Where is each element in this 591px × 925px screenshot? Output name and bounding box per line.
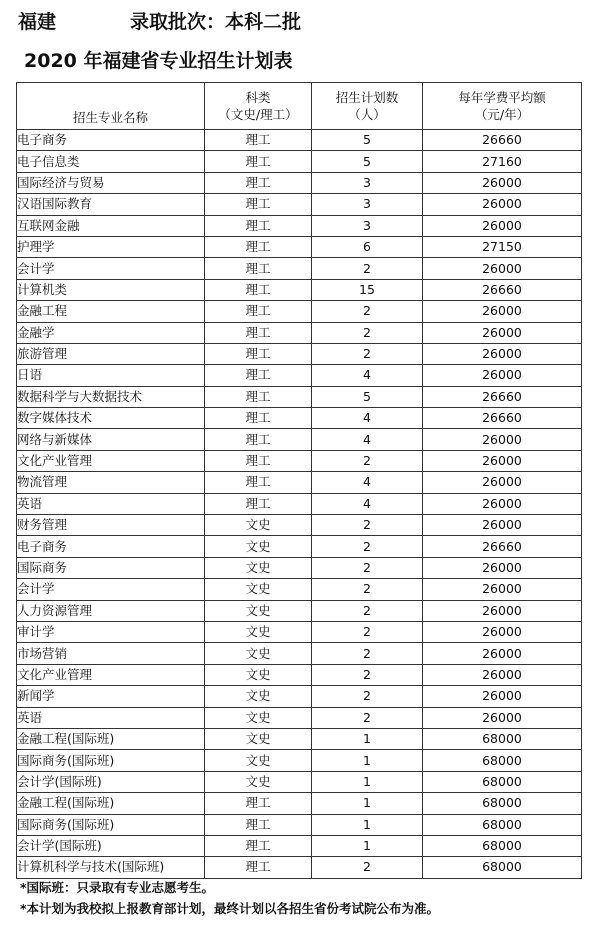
column-header-category-line1: 科类 (245, 90, 271, 105)
plan-count-cell: 1 (312, 835, 423, 856)
major-name-cell: 日语 (17, 365, 205, 386)
tuition-fee-cell: 26000 (423, 557, 582, 578)
tuition-fee-cell: 26660 (423, 279, 582, 300)
category-cell: 文史 (205, 750, 312, 771)
table-row (17, 600, 582, 621)
major-name-cell: 会计学 (17, 579, 205, 600)
major-name-cell: 电子商务 (17, 130, 205, 151)
tuition-fee-cell: 68000 (423, 857, 582, 878)
tuition-fee-cell: 26000 (423, 172, 582, 193)
column-header-count (312, 83, 423, 130)
tuition-fee-cell: 26000 (423, 493, 582, 514)
tuition-fee-cell: 68000 (423, 793, 582, 814)
major-name-cell: 计算机类 (17, 279, 205, 300)
category-cell: 理工 (205, 408, 312, 429)
major-name-cell: 会计学(国际班) (17, 835, 205, 856)
tuition-fee-cell: 26000 (423, 600, 582, 621)
category-cell: 理工 (205, 814, 312, 835)
tuition-fee-cell: 26000 (423, 579, 582, 600)
footnote-international: *国际班：只录取有专业志愿考生。 (20, 880, 215, 895)
category-cell: 文史 (205, 600, 312, 621)
footnote-plan-disclaimer: *本计划为我校拟上报教育部计划，最终计划以各招生省份考试院公布为准。 (20, 901, 440, 916)
tuition-fee-cell: 68000 (423, 814, 582, 835)
major-name-cell: 金融学 (17, 322, 205, 343)
category-cell: 理工 (205, 472, 312, 493)
major-name-cell: 旅游管理 (17, 343, 205, 364)
plan-count-cell: 1 (312, 793, 423, 814)
table-row (17, 386, 582, 407)
major-name-cell: 金融工程(国际班) (17, 793, 205, 814)
plan-count-cell: 2 (312, 686, 423, 707)
tuition-fee-cell: 26000 (423, 450, 582, 471)
major-name-cell: 国际商务 (17, 557, 205, 578)
table-row (17, 322, 582, 343)
tuition-fee-cell: 68000 (423, 750, 582, 771)
major-name-cell: 电子信息类 (17, 151, 205, 172)
province-label: 福建 (18, 11, 57, 33)
tuition-fee-cell: 26000 (423, 643, 582, 664)
category-cell: 文史 (205, 579, 312, 600)
category-cell: 理工 (205, 386, 312, 407)
table-header-row (17, 83, 582, 130)
plan-count-cell: 1 (312, 750, 423, 771)
major-name-cell: 国际商务(国际班) (17, 814, 205, 835)
plan-count-cell: 2 (312, 536, 423, 557)
category-cell: 理工 (205, 450, 312, 471)
plan-count-cell: 2 (312, 643, 423, 664)
plan-count-cell: 2 (312, 579, 423, 600)
tuition-fee-cell: 68000 (423, 771, 582, 792)
tuition-fee-cell: 26000 (423, 707, 582, 728)
major-name-cell: 汉语国际教育 (17, 194, 205, 215)
table-row (17, 172, 582, 193)
table-row (17, 301, 582, 322)
major-name-cell: 英语 (17, 493, 205, 514)
header-line (18, 8, 578, 36)
tuition-fee-cell: 26000 (423, 664, 582, 685)
table-row (17, 750, 582, 771)
tuition-fee-cell: 26000 (423, 194, 582, 215)
major-name-cell: 互联网金融 (17, 215, 205, 236)
tuition-fee-cell: 26660 (423, 386, 582, 407)
tuition-fee-cell: 26000 (423, 343, 582, 364)
plan-count-cell: 5 (312, 151, 423, 172)
plan-count-cell: 2 (312, 515, 423, 536)
category-cell: 理工 (205, 301, 312, 322)
tuition-fee-cell: 26000 (423, 429, 582, 450)
table-row (17, 621, 582, 642)
tuition-fee-cell: 26000 (423, 301, 582, 322)
plan-count-cell: 3 (312, 194, 423, 215)
table-row (17, 771, 582, 792)
plan-count-cell: 1 (312, 771, 423, 792)
table-body (17, 130, 582, 879)
tuition-fee-cell: 26660 (423, 408, 582, 429)
plan-count-cell: 3 (312, 215, 423, 236)
tuition-fee-cell: 26000 (423, 258, 582, 279)
plan-count-cell: 6 (312, 236, 423, 257)
plan-count-cell: 2 (312, 322, 423, 343)
category-cell: 理工 (205, 365, 312, 386)
major-name-cell: 护理学 (17, 236, 205, 257)
batch-label: 录取批次：本科二批 (130, 11, 302, 33)
plan-count-cell: 3 (312, 172, 423, 193)
column-header-fee-line1: 每年学费平均额 (458, 90, 546, 105)
major-name-cell: 英语 (17, 707, 205, 728)
category-cell: 理工 (205, 493, 312, 514)
category-cell: 文史 (205, 643, 312, 664)
table-row (17, 814, 582, 835)
category-cell: 文史 (205, 515, 312, 536)
major-name-cell: 国际商务(国际班) (17, 750, 205, 771)
table-row (17, 857, 582, 878)
category-cell: 理工 (205, 130, 312, 151)
major-name-cell: 财务管理 (17, 515, 205, 536)
tuition-fee-cell: 26000 (423, 621, 582, 642)
category-cell: 理工 (205, 172, 312, 193)
major-name-cell: 数据科学与大数据技术 (17, 386, 205, 407)
tuition-fee-cell: 68000 (423, 835, 582, 856)
table-row (17, 536, 582, 557)
table-row (17, 365, 582, 386)
tuition-fee-cell: 26660 (423, 130, 582, 151)
table-row (17, 429, 582, 450)
plan-count-cell: 4 (312, 472, 423, 493)
tuition-fee-cell: 26000 (423, 472, 582, 493)
category-cell: 理工 (205, 258, 312, 279)
tuition-fee-cell: 26000 (423, 686, 582, 707)
plan-count-cell: 2 (312, 707, 423, 728)
footnotes (20, 877, 439, 919)
major-name-cell: 国际经济与贸易 (17, 172, 205, 193)
category-cell: 理工 (205, 343, 312, 364)
table-row (17, 686, 582, 707)
major-name-cell: 金融工程 (17, 301, 205, 322)
major-name-cell: 金融工程(国际班) (17, 728, 205, 749)
table-row (17, 194, 582, 215)
table-row (17, 643, 582, 664)
major-name-cell: 数字媒体技术 (17, 408, 205, 429)
category-cell: 理工 (205, 835, 312, 856)
major-name-cell: 市场营销 (17, 643, 205, 664)
plan-count-cell: 2 (312, 621, 423, 642)
plan-count-cell: 4 (312, 493, 423, 514)
tuition-fee-cell: 26000 (423, 215, 582, 236)
tuition-fee-cell: 27150 (423, 236, 582, 257)
table-row (17, 493, 582, 514)
plan-count-cell: 2 (312, 301, 423, 322)
column-header-category-line2: （文史/理工） (218, 107, 298, 122)
table-row (17, 707, 582, 728)
tuition-fee-cell: 26000 (423, 322, 582, 343)
table-row (17, 793, 582, 814)
category-cell: 文史 (205, 557, 312, 578)
table-row (17, 579, 582, 600)
category-cell: 理工 (205, 322, 312, 343)
tuition-fee-cell: 26000 (423, 365, 582, 386)
tuition-fee-cell: 26660 (423, 536, 582, 557)
category-cell: 理工 (205, 194, 312, 215)
column-header-category (205, 83, 312, 130)
category-cell: 文史 (205, 621, 312, 642)
major-name-cell: 计算机科学与技术(国际班) (17, 857, 205, 878)
major-name-cell: 审计学 (17, 621, 205, 642)
table-row (17, 258, 582, 279)
table-row (17, 835, 582, 856)
table-row (17, 215, 582, 236)
category-cell: 理工 (205, 793, 312, 814)
category-cell: 文史 (205, 664, 312, 685)
major-name-cell: 会计学 (17, 258, 205, 279)
plan-count-cell: 2 (312, 557, 423, 578)
major-name-cell: 新闻学 (17, 686, 205, 707)
table-row (17, 557, 582, 578)
column-header-count-line2: （人） (348, 107, 386, 122)
category-cell: 理工 (205, 151, 312, 172)
table-row (17, 728, 582, 749)
category-cell: 文史 (205, 771, 312, 792)
table-row (17, 151, 582, 172)
table-row (17, 515, 582, 536)
major-name-cell: 人力资源管理 (17, 600, 205, 621)
category-cell: 理工 (205, 429, 312, 450)
plan-count-cell: 2 (312, 343, 423, 364)
plan-count-cell: 2 (312, 258, 423, 279)
major-name-cell: 会计学(国际班) (17, 771, 205, 792)
table-row (17, 236, 582, 257)
major-name-cell: 文化产业管理 (17, 450, 205, 471)
tuition-fee-cell: 27160 (423, 151, 582, 172)
tuition-fee-cell: 68000 (423, 728, 582, 749)
plan-count-cell: 15 (312, 279, 423, 300)
category-cell: 文史 (205, 728, 312, 749)
plan-count-cell: 2 (312, 600, 423, 621)
plan-count-cell: 2 (312, 450, 423, 471)
major-name-cell: 电子商务 (17, 536, 205, 557)
column-header-name (17, 83, 205, 130)
major-name-cell: 文化产业管理 (17, 664, 205, 685)
enrollment-plan-table (16, 82, 582, 879)
category-cell: 理工 (205, 857, 312, 878)
category-cell: 文史 (205, 707, 312, 728)
plan-count-cell: 1 (312, 814, 423, 835)
table-row (17, 450, 582, 471)
major-name-cell: 物流管理 (17, 472, 205, 493)
tuition-fee-cell: 26000 (423, 515, 582, 536)
table-row (17, 343, 582, 364)
plan-count-cell: 4 (312, 408, 423, 429)
category-cell: 理工 (205, 236, 312, 257)
plan-count-cell: 1 (312, 728, 423, 749)
plan-count-cell: 5 (312, 130, 423, 151)
table-row (17, 279, 582, 300)
category-cell: 理工 (205, 279, 312, 300)
plan-count-cell: 2 (312, 857, 423, 878)
category-cell: 文史 (205, 536, 312, 557)
category-cell: 文史 (205, 686, 312, 707)
major-name-cell: 网络与新媒体 (17, 429, 205, 450)
column-header-fee-line2: （元/年） (474, 107, 530, 122)
plan-count-cell: 4 (312, 365, 423, 386)
plan-count-cell: 2 (312, 664, 423, 685)
column-header-fee (423, 83, 582, 130)
page-title: 2020 年福建省专业招生计划表 (24, 50, 293, 72)
category-cell: 理工 (205, 215, 312, 236)
table-row (17, 664, 582, 685)
table-row (17, 408, 582, 429)
table-row (17, 130, 582, 151)
plan-count-cell: 5 (312, 386, 423, 407)
table-row (17, 472, 582, 493)
column-header-name-text: 招生专业名称 (72, 110, 148, 125)
column-header-count-line1: 招生计划数 (335, 90, 399, 105)
plan-count-cell: 4 (312, 429, 423, 450)
